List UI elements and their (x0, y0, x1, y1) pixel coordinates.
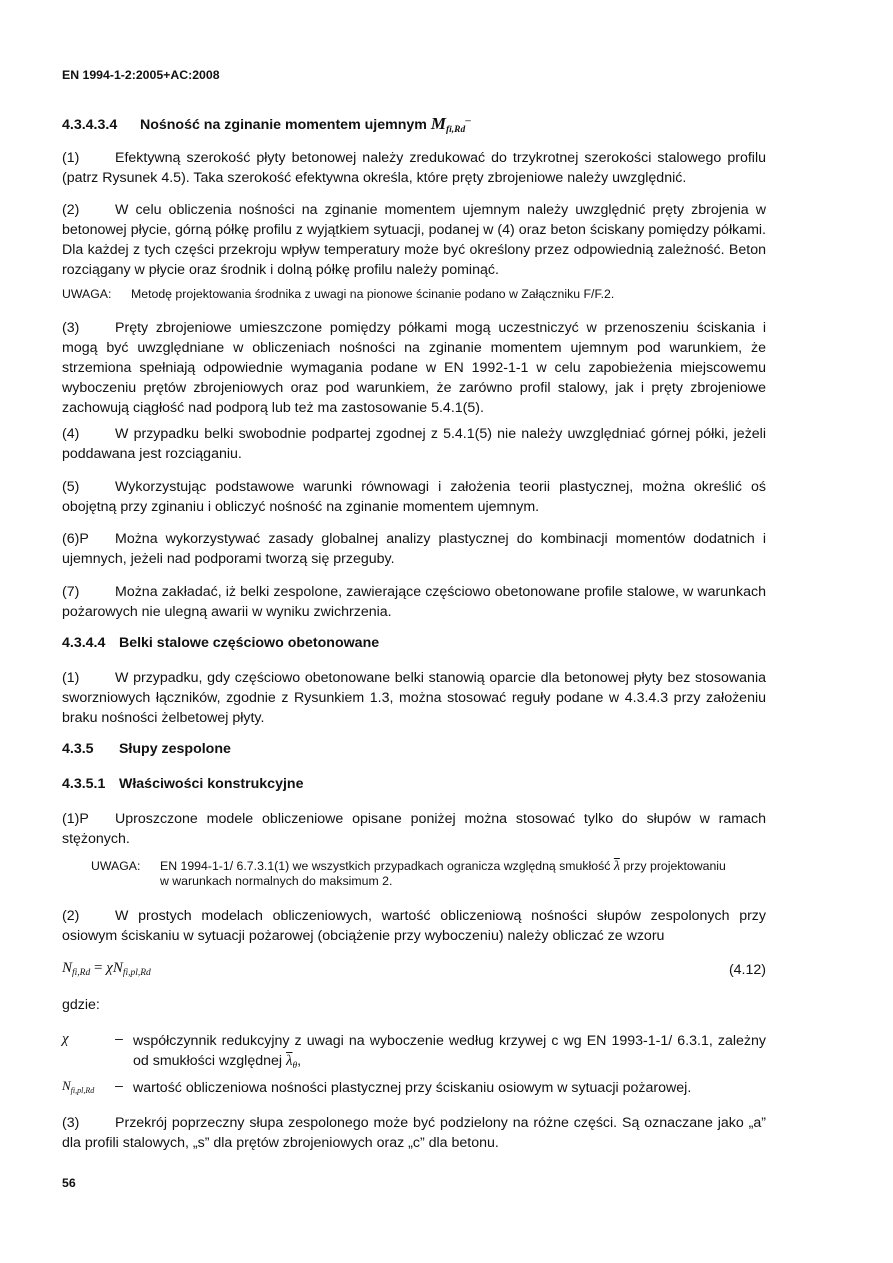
paragraph (62, 148, 766, 188)
paragraph (62, 906, 766, 946)
paragraph-label: (6)P (62, 531, 89, 547)
section-heading (62, 776, 303, 792)
moment-superscript: – (465, 115, 471, 127)
equation (62, 960, 766, 978)
paragraph-text: Wykorzystując podstawowe warunki równowagi i założenia teorii plastycznej, można określić oś obojętną przy zginaniu i obliczyć nośność na zginanie momentem ujemnym. (62, 479, 766, 515)
section-heading (62, 635, 379, 651)
section-number: 4.3.4.4 (62, 635, 106, 651)
equation-N-subscript: fi,Rd (72, 968, 91, 978)
chi-symbol: χ (62, 1031, 69, 1047)
section-heading (62, 114, 471, 135)
equation-N-subscript: fi,pl,Rd (122, 968, 151, 978)
note (91, 859, 766, 889)
paragraph-label: (5) (62, 479, 80, 495)
definition-dash: – (115, 1031, 123, 1047)
n-symbol-subscript: fi,pl,Rd (70, 1086, 95, 1095)
paragraph-text: Uproszczone modele obliczeniowe opisane poniżej można stosować tylko do słupów w ramach stężonych. (62, 811, 766, 847)
paragraph-text: Można wykorzystywać zasady globalnej analizy plastycznej do kombinacji momentów dodatnich i ujemnych, jeżeli nad podporami tworzą się przeguby. (62, 531, 766, 567)
definition-dash: – (115, 1078, 123, 1094)
paragraph-label: (2) (62, 202, 80, 218)
section-title: Słupy zespolone (118, 741, 231, 757)
paragraph (62, 529, 766, 569)
paragraph-label: (1)P (62, 811, 89, 827)
equation-chi-symbol: χ (106, 960, 113, 976)
note-label: UWAGA: (91, 859, 141, 873)
paragraph-text: W prostych modelach obliczeniowych, wartość obliczeniową nośności słupów zespolonych przy osiowym ściskaniu w sytuacji pożarowej (obciążenie przy wyboczeniu) należy obliczać ze wzoru (62, 908, 766, 944)
paragraph (62, 477, 766, 517)
equation-number: (4.12) (728, 962, 766, 978)
definition-text-main: współczynnik redukcyjny z uwagi na wyboczenie według krzywej c wg EN 1993-1-1/ 6.3.1, zależny od smukłości względnej (133, 1033, 766, 1069)
definition-item (62, 1078, 766, 1100)
paragraph-label: (3) (62, 1115, 80, 1131)
definition-text-end: , (297, 1053, 302, 1069)
note-text-cont: przy projektowaniu (623, 859, 726, 873)
paragraph-text: W przypadku, gdy częściowo obetonowane belki stanowią oparcie dla betonowej płyty bez stosowania sworzniowych łączników, zgodnie z Rysunkiem 1.3, można stosować reguły podane w 4.3.4.3 przy założeniu braku nośności żelbetowej płyty. (62, 670, 766, 726)
page-number: 56 (62, 1176, 76, 1190)
paragraph-text: Można zakładać, iż belki zespolone, zawierające częściowo obetonowane profile stalowe, w warunkach pożarowych nie ulegną awarii w wyniku zwichrzenia. (62, 584, 766, 620)
section-title: Nośność na zginanie momentem ujemnym (139, 117, 427, 133)
where-label: gdzie: (62, 997, 100, 1013)
paragraph (62, 809, 766, 849)
n-symbol-letter: N (62, 1078, 71, 1093)
section-number: 4.3.4.3.4 (62, 117, 118, 133)
definition-text: wartość obliczeniowa nośności plastycznej przy ściskaniu osiowym w sytuacji pożarowej. (133, 1080, 692, 1096)
note-text: EN 1994-1-1/ 6.7.3.1(1) we wszystkich przypadkach ogranicza względną smukłość (160, 859, 611, 873)
paragraph-label: (1) (62, 670, 80, 686)
section-number: 4.3.5 (62, 741, 94, 757)
section-title: Właściwości konstrukcyjne (118, 776, 304, 792)
section-title: Belki stalowe częściowo obetonowane (118, 635, 380, 651)
n-symbol (62, 1078, 94, 1095)
definition-text (133, 1031, 766, 1076)
definition-item (62, 1031, 766, 1073)
equation-equals: = (90, 960, 107, 976)
equation-N-symbol: N (112, 960, 123, 976)
paragraph-text: W celu obliczenia nośności na zginanie momentem ujemnym należy uwzględnić pręty zbrojenia w betonowej płycie, górną półkę profilu z wyjątkiem sytuacji, podanej w (4) oraz beton ściskany pomiędzy półkami. Dla każdej z tych części przekroju wpływ temperatury może być określony przez odpowiednią zależność. Beton rozciągany w płycie oraz środnik i dolną półkę profilu należy pominąć. (62, 202, 766, 278)
paragraph-text: Efektywną szerokość płyty betonowej należy zredukować do trzykrotnej szerokości stalowego profilu (patrz Rysunek 4.5). Taka szerokość efektywna określa, które pręty zbrojeniowe należy uwzględnić. (62, 150, 766, 186)
paragraph (62, 582, 766, 622)
paragraph-label: (2) (62, 908, 80, 924)
paragraph-text: Pręty zbrojeniowe umieszczone pomiędzy półkami mogą uczestniczyć w przenoszeniu ściskania i mogą być uwzględniane w obliczeniach nośności na zginanie momentem ujemnym pod warunkiem, że strzemiona spełniają odpowiednie wymagania podane w EN 1992-1-1 w celu zapobieżenia miejscowemu wyboczeniu prętów zbrojeniowych oraz pod warunkiem, że zarówno profil stalowy, jak i pręty zbrojeniowe zachowują ciągłość nad podporą lub też ma zastosowanie 5.4.1(5). (62, 320, 766, 416)
paragraph (62, 1113, 766, 1153)
paragraph-label: (4) (62, 426, 80, 442)
equation-N-symbol: N (62, 960, 73, 976)
document-header: EN 1994-1-2:2005+AC:2008 (62, 68, 220, 82)
paragraph-label: (7) (62, 584, 80, 600)
lambda-subscript: θ (292, 1061, 298, 1071)
lambda-bar-symbol: $\overline{\lambda}$ (613, 859, 620, 874)
moment-symbol: M (430, 114, 446, 133)
paragraph-text: W przypadku belki swobodnie podpartej zgodnej z 5.4.1(5) nie należy uwzględniać górnej półki, jeżeli poddawana jest rozciąganiu. (62, 426, 766, 462)
moment-subscript: fi,Rd (446, 125, 466, 135)
lambda-bar-symbol: $\overline{\lambda}$ (286, 1053, 293, 1069)
paragraph (62, 668, 766, 728)
note-text-line2: w warunkach normalnych do maksimum 2. (160, 874, 393, 888)
paragraph (62, 424, 766, 464)
note-label: UWAGA: (62, 287, 112, 301)
paragraph-label: (3) (62, 320, 80, 336)
paragraph-text: Przekrój poprzeczny słupa zespolonego może być podzielony na różne części. Są oznaczane jako „a” dla profili stalowych, „s” dla prętów zbrojeniowych oraz „c” dla betonu. (62, 1115, 766, 1151)
note-text: Metodę projektowania środnika z uwagi na pionowe ścinanie podano w Załączniku F/F.2. (131, 287, 615, 301)
paragraph-label: (1) (62, 150, 80, 166)
note (62, 287, 614, 302)
section-number: 4.3.5.1 (62, 776, 106, 792)
paragraph (62, 200, 766, 280)
section-heading (62, 741, 231, 757)
paragraph (62, 318, 766, 418)
